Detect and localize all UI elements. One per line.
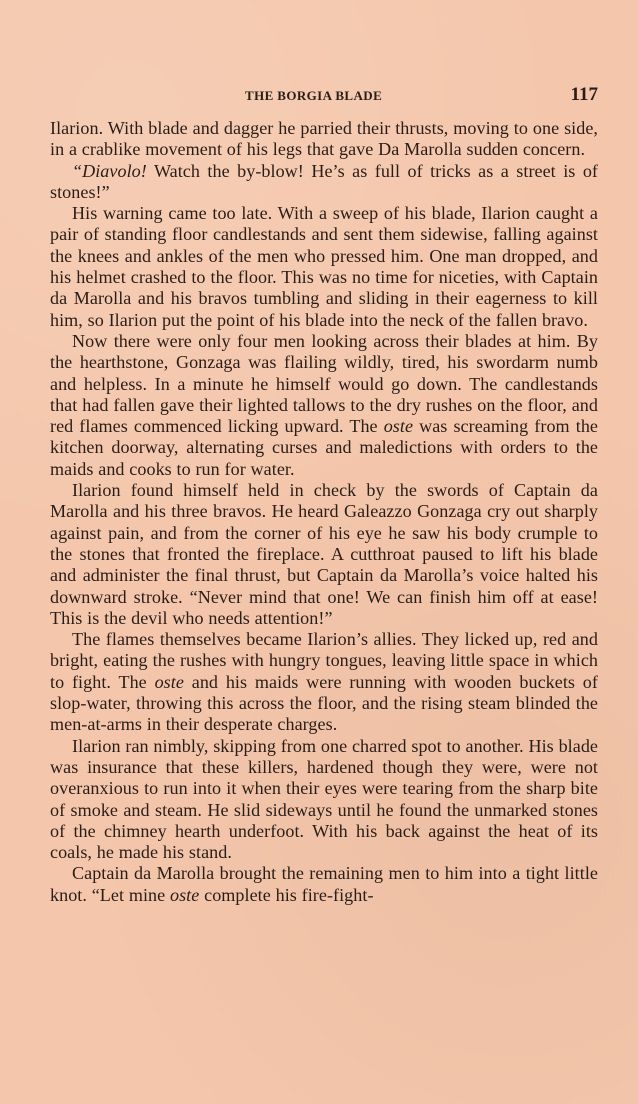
paragraph-6-emphasis: oste xyxy=(154,671,184,692)
paragraph-4 xyxy=(50,331,598,480)
paragraph-2-lead: “Diavolo! xyxy=(72,160,147,181)
paragraph-7 xyxy=(50,736,598,864)
paragraph-4-emphasis: oste xyxy=(383,416,414,437)
page-number: 117 xyxy=(570,84,598,105)
paragraph-7-text: Ilarion ran nimbly, skipping from one charred spot to another. His blade was insurance that these killers, hardened though they were, were not overanxious to run into it when their eyes were tearing from the sharp bite of smoke and steam. He slid sideways until he found the unmarked stones of the chimney hearth underfoot. With his back against the heat of its coals, he made his stand. xyxy=(50,735,598,863)
paragraph-5 xyxy=(50,480,598,629)
paragraph-2 xyxy=(50,161,598,204)
paragraph-8 xyxy=(50,863,598,906)
paragraph-4-text-part-2: was screaming from the kitchen doorway, alternating curses and maledictions with orders to the maids and cooks to run for water. xyxy=(50,416,598,479)
paragraph-1-text: Ilarion. With blade and dagger he parried their thrusts, moving to one side, in a crablike movement of his legs that gave Da Marolla sudden concern. xyxy=(50,118,598,160)
paragraph-6-text-part-1: The flames themselves became Ilarion’s allies. They licked up, red and bright, eating the rushes with hungry tongues, leaving little space in which to fight. The xyxy=(50,629,598,692)
paragraph-2-text: Watch the by-blow! He’s as full of tricks as a street is of stones!” xyxy=(50,160,598,202)
body-text xyxy=(50,118,598,906)
paragraph-8-text-part-2: complete his fire-fight- xyxy=(199,884,374,905)
page-header xyxy=(50,84,598,110)
paragraph-3-text: His warning came too late. With a sweep of his blade, Ilarion caught a pair of standing floor candlestands and sent them sidewise, falling against the knees and ankles of the men who pressed him. One man dropped, and his helmet crashed to the floor. This was no time for niceties, with Captain da Marolla and his bravos tumbling and sliding in their eagerness to kill him, so Ilarion put the point of his blade into the neck of the fallen bravo. xyxy=(50,203,598,330)
paragraph-1 xyxy=(50,118,598,161)
paragraph-3 xyxy=(50,203,598,331)
paragraph-6 xyxy=(50,629,598,735)
paragraph-8-text-part-1: Captain da Marolla brought the remaining men to him into a tight little knot. “Let mine xyxy=(50,863,598,905)
paragraph-6-text-part-2: and his maids were running with wooden buckets of slop-water, throwing this across the floor, and the rising steam blinded the men-at-arms in their desperate charges. xyxy=(50,671,598,735)
running-title: THE BORGIA BLADE xyxy=(245,88,383,103)
paragraph-5-text: Ilarion found himself held in check by the swords of Captain da Marolla and his three bravos. He heard Galeazzo Gonzaga cry out sharply against pain, and from the corner of his eye he saw his body crumple to the stones that fronted the fireplace. A cutthroat paused to lift his blade and administer the final thrust, but Captain da Marolla’s voice halted his downward stroke. “Never mind that one! We can finish him off at ease! This is the devil who needs attention!” xyxy=(50,480,598,628)
paragraph-4-text-part-1: Now there were only four men looking across their blades at him. By the hearthstone, Gonzaga was flailing wildly, tired, his swordarm numb and helpless. In a minute he himself would go down. The candlestands that had fallen gave their lighted tallows to the dry rushes on the floor, and red flames commenced licking upward. The xyxy=(50,330,598,437)
paragraph-8-emphasis: oste xyxy=(169,884,200,905)
